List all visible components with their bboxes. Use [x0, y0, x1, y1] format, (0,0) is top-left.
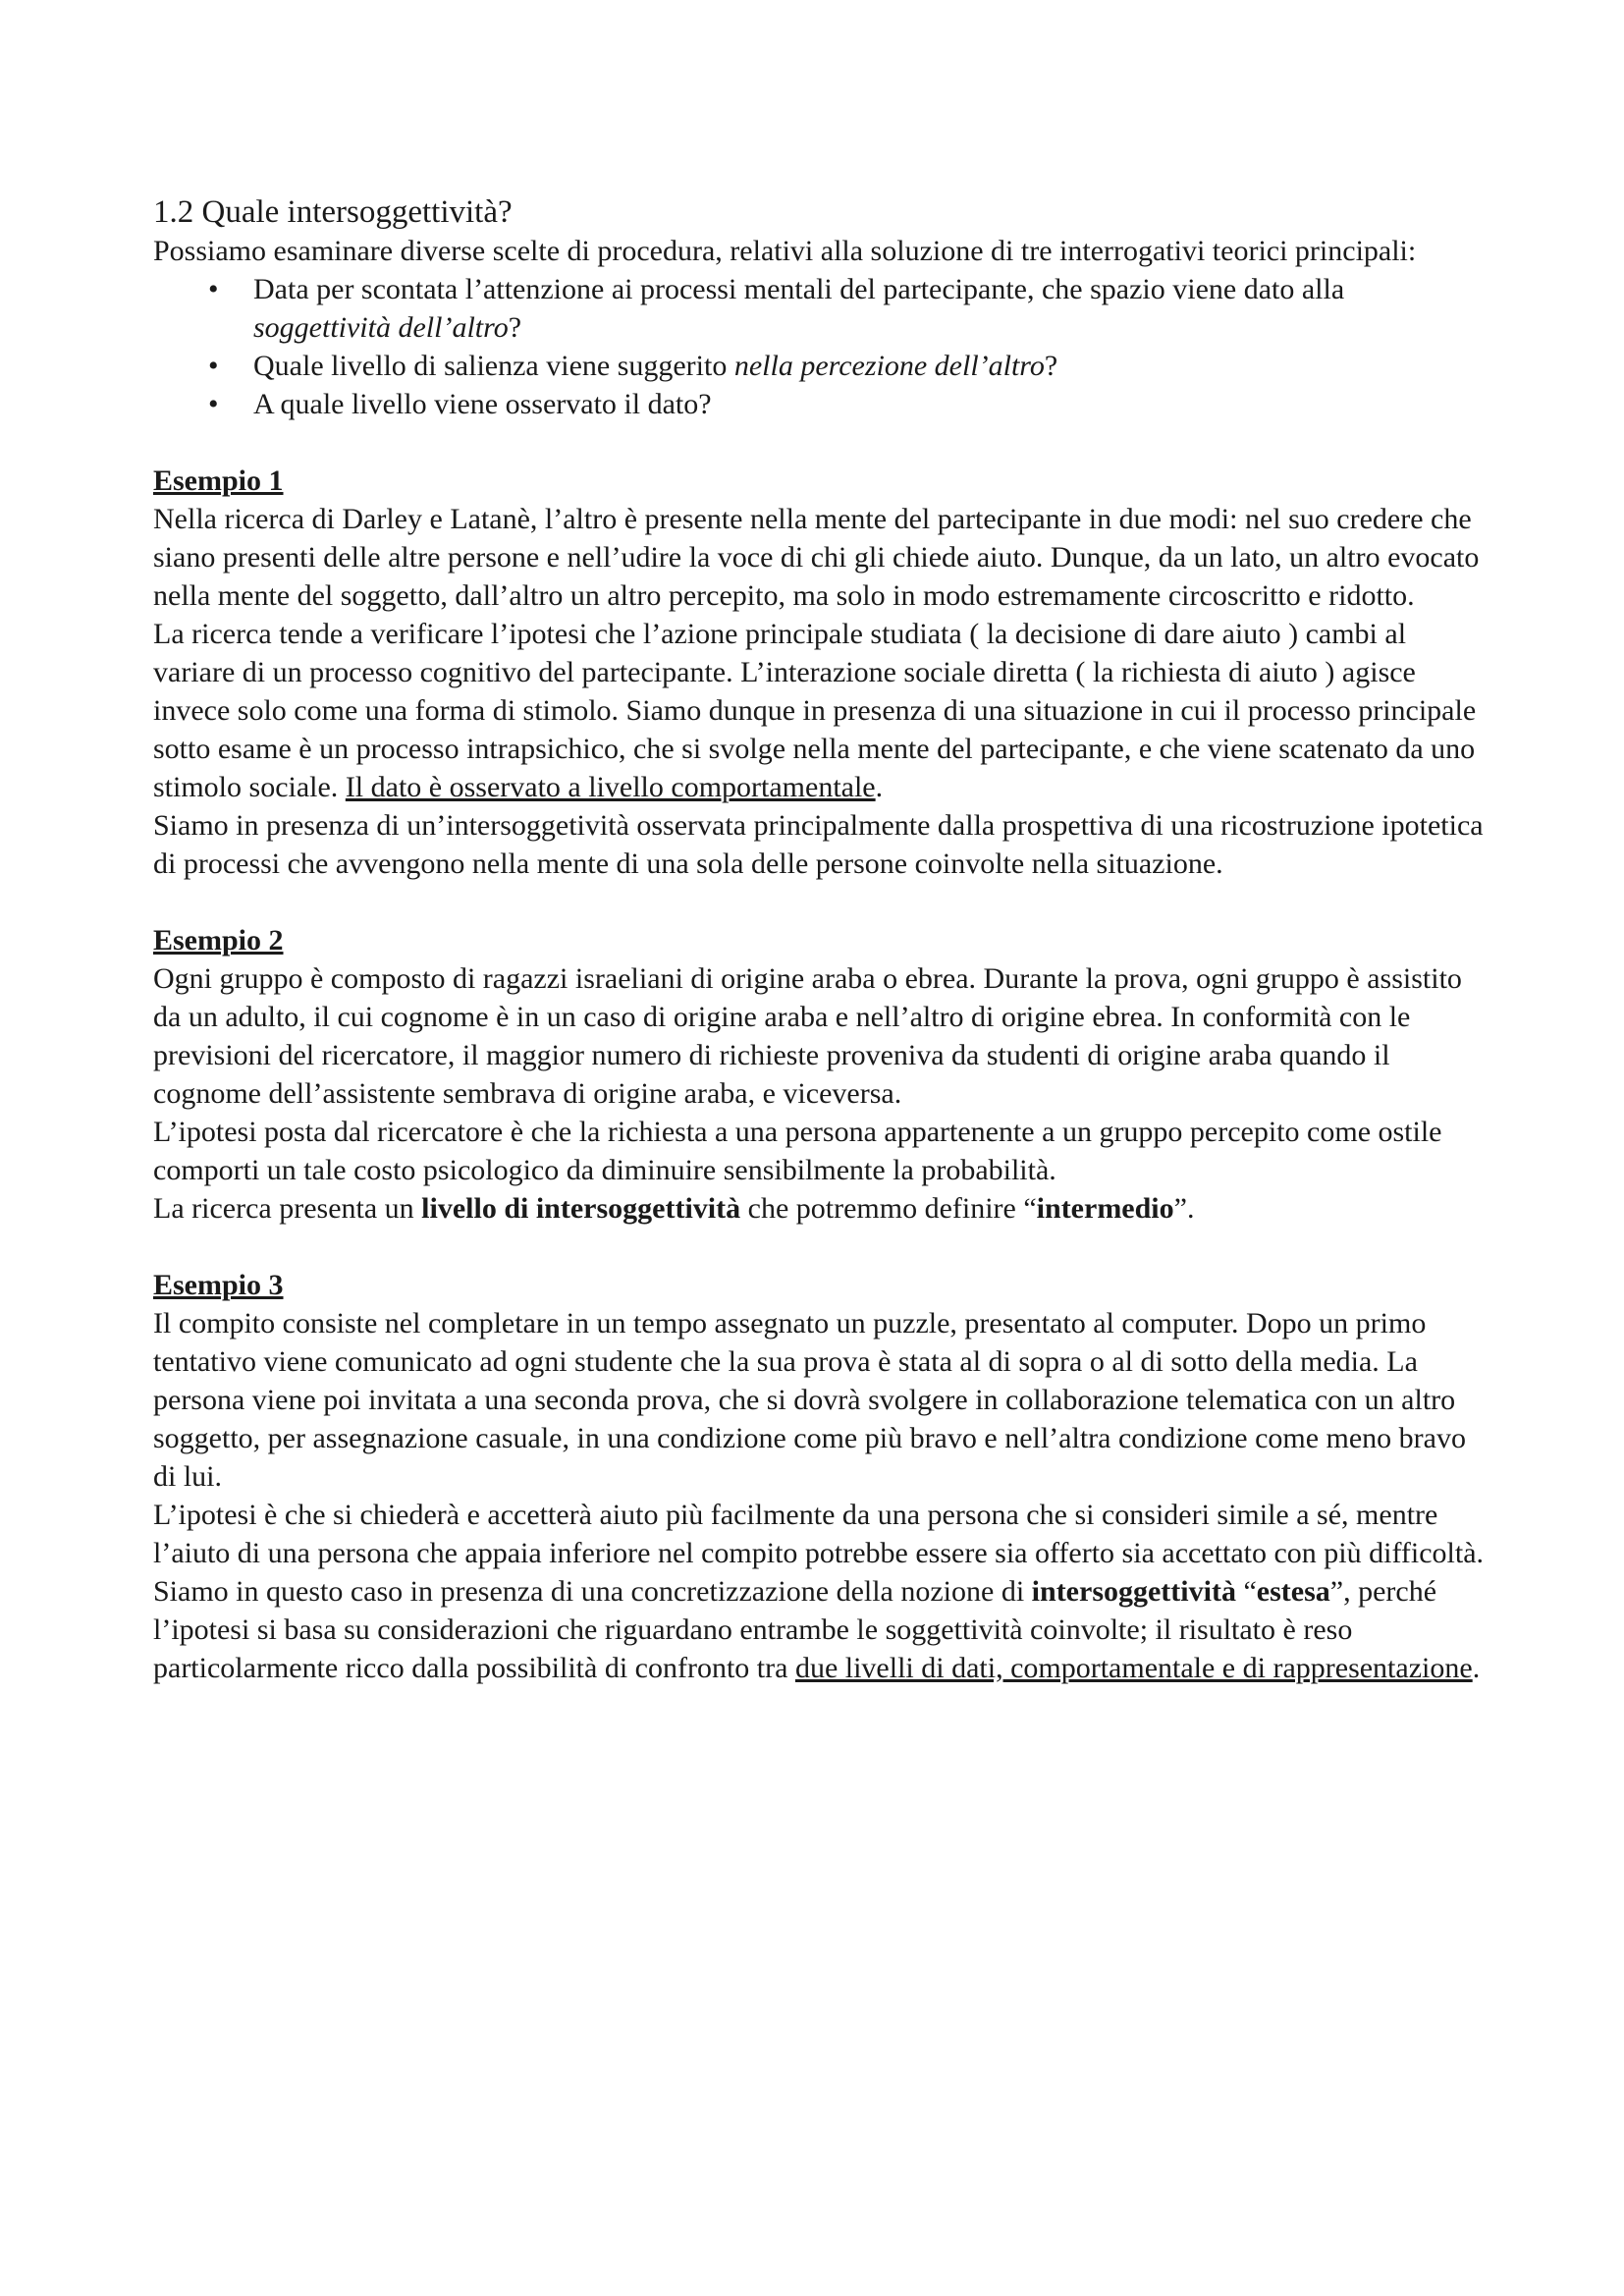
bullet-icon: •: [208, 388, 219, 420]
bullet-icon: •: [208, 350, 219, 382]
example-paragraph: L’ipotesi è che si chiederà e accetterà aiuto più facilmente da una persona che si consideri simile a sé, mentre l’aiuto di una persona che appaia inferiore nel compito potrebbe essere sia offerto sia accettato con più difficoltà.: [153, 1499, 1485, 1569]
list-item: • Quale livello di salienza viene suggerito nella percezione dell’altro?: [253, 347, 1489, 385]
example-paragraph: La ricerca presenta un livello di intersoggettività che potremmo definire “intermedio”.: [153, 1192, 1195, 1225]
example-paragraph: Il compito consiste nel completare in un tempo assegnato un puzzle, presentato al computer. Dopo un primo tentativo viene comunicato ad ogni studente che la sua prova è stata al di sopra o al di sotto della media. La persona viene poi invitata a una seconda prova, che si dovrà svolgere in collaborazione telematica con un altro soggetto, per assegnazione casuale, in una condizione come più bravo e nell’altra condizione come meno bravo di lui.: [153, 1307, 1466, 1493]
example-paragraph: Siamo in questo caso in presenza di una concretizzazione della nozione di intersoggettività “estesa”, perché l’ipotesi si basa su considerazioni che riguardano entrambe le soggettività coinvolte; il risultato è reso particolarmente ricco dalla possibilità di confronto tra due livelli di dati, comportamentale e di rappresentazione.: [153, 1575, 1481, 1684]
example-1: [153, 462, 1489, 883]
list-item: • A quale livello viene osservato il dato?: [253, 385, 1489, 423]
section-title: 1.2 Quale intersoggettività?: [153, 194, 513, 230]
bullet-icon: •: [208, 273, 219, 305]
intro-paragraph: Possiamo esaminare diverse scelte di procedura, relativi alla soluzione di tre interrogativi teorici principali:: [153, 235, 1417, 267]
example-2: [153, 921, 1489, 1228]
document-page: [153, 192, 1489, 1687]
example-heading: Esempio 1: [153, 465, 284, 497]
example-3: [153, 1266, 1489, 1687]
list-item: • Data per scontata l’attenzione ai processi mentali del partecipante, che spazio viene dato alla soggettività dell’altro?: [253, 270, 1489, 347]
example-paragraph: La ricerca tende a verificare l’ipotesi che l’azione principale studiata ( la decisione di dare aiuto ) cambi al variare di un processo cognitivo del partecipante. L’interazione sociale diretta ( la richiesta di aiuto ) agisce invece solo come una forma di stimolo. Siamo dunque in presenza di una situazione in cui il processo principale sotto esame è un processo intrapsichico, che si svolge nella mente del partecipante, e che viene scatenato da uno stimolo sociale. Il dato è osservato a livello comportamentale.: [153, 618, 1477, 803]
example-paragraph: Ogni gruppo è composto di ragazzi israeliani di origine araba o ebrea. Durante la prova, ogni gruppo è assistito da un adulto, il cui cognome è in un caso di origine araba e nell’altro di origine ebrea. In conformità con le previsioni del ricercatore, il maggior numero di richieste proveniva da studenti di origine araba quando il cognome dell’assistente sembrava di origine araba, e viceversa.: [153, 962, 1462, 1110]
example-paragraph: Siamo in presenza di un’intersoggetività osservata principalmente dalla prospettiva di una ricostruzione ipotetica di processi che avvengono nella mente di una sola delle persone coinvolte nella situazione.: [153, 809, 1484, 880]
example-heading: Esempio 2: [153, 924, 284, 957]
example-paragraph: L’ipotesi posta dal ricercatore è che la richiesta a una persona appartenente a un gruppo percepito come ostile comporti un tale costo psicologico da diminuire sensibilmente la probabilità.: [153, 1116, 1442, 1186]
questions-list: [153, 270, 1489, 423]
example-heading: Esempio 3: [153, 1269, 284, 1301]
example-paragraph: Nella ricerca di Darley e Latanè, l’altro è presente nella mente del partecipante in due modi: nel suo credere che siano presenti delle altre persone e nell’udire la voce di chi gli chiede aiuto. Dunque, da un lato, un altro evocato nella mente del soggetto, dall’altro un altro percepito, ma solo in modo estremamente circoscritto e ridotto.: [153, 503, 1480, 612]
